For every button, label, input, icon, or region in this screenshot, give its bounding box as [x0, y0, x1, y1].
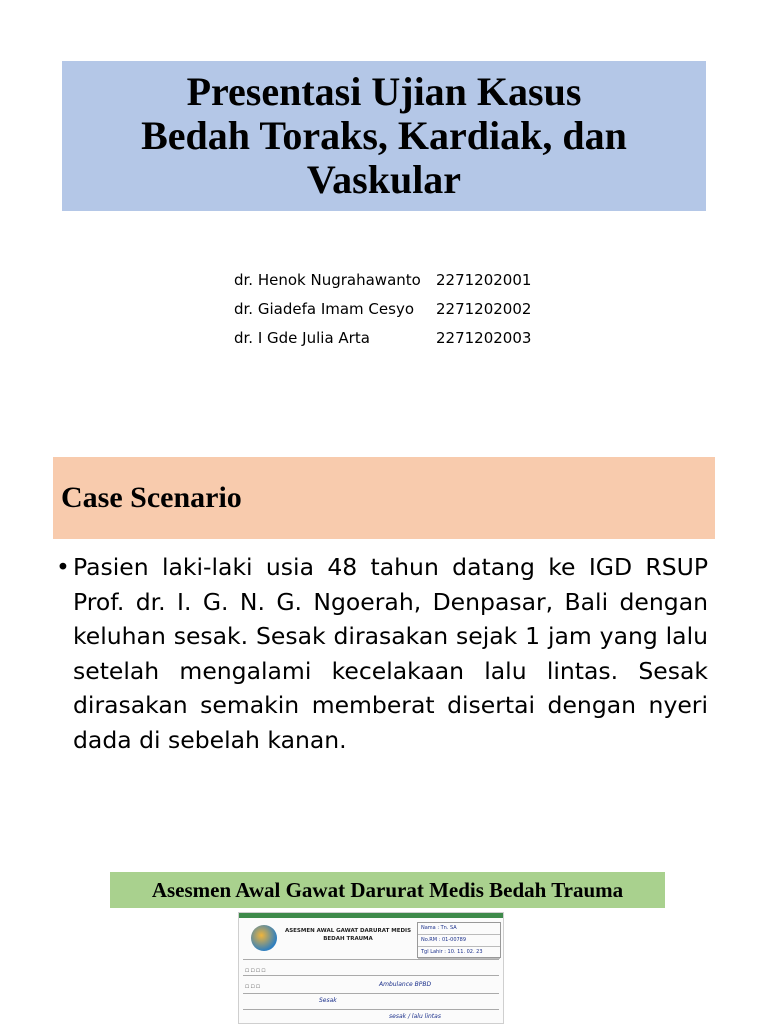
patient-field-value: 10. 11. 02. 23 [447, 949, 483, 955]
author-id: 2271202001 [436, 271, 532, 289]
patient-field-row: Nama : Tn. SA [418, 923, 500, 935]
patient-field-label: Tgl Lahir [421, 949, 443, 955]
case-description [56, 550, 708, 757]
asesmen-form-image [238, 912, 504, 1024]
patient-field-label: Nama [421, 925, 436, 931]
author-row [234, 297, 531, 326]
form-checkbox-row: ☐ ☐ ☐ [245, 985, 260, 990]
form-divider [243, 1009, 499, 1010]
author-row [234, 326, 531, 355]
author-name: dr. Henok Nugrahawanto [234, 271, 421, 289]
bullet-icon: • [56, 553, 70, 581]
case-scenario-heading: Case Scenario [61, 481, 242, 514]
case-description-text: Pasien laki-laki usia 48 tahun datang ke IGD RSUP Prof. dr. I. G. N. G. Ngoerah, Denpasar, Bali dengan keluhan sesak. Sesak dirasakan sejak 1 jam yang lalu setelah mengalami kecelakaan lalu lintas. Sesak dirasakan semakin memberat disertai dengan nyeri dada di sebelah kanan. [73, 553, 708, 754]
case-scenario-banner [53, 457, 715, 539]
form-header-bar [239, 913, 503, 918]
author-name: dr. I Gde Julia Arta [234, 329, 370, 347]
form-title [283, 927, 413, 943]
patient-field-row: No.RM : 01-00789 [418, 935, 500, 947]
title-line-1: Presentasi Ujian Kasus [186, 69, 582, 114]
author-list [234, 268, 531, 355]
handwritten-transport: Ambulance BPBD [379, 981, 432, 988]
author-id: 2271202003 [436, 329, 532, 347]
asesmen-heading: Asesmen Awal Gawat Darurat Medis Bedah Trauma [151, 877, 624, 902]
author-name: dr. Giadefa Imam Cesyo [234, 300, 414, 318]
title-banner [62, 61, 706, 211]
handwritten-complaint: Sesak [319, 997, 337, 1004]
presentation-title [141, 70, 627, 202]
form-divider [243, 993, 499, 994]
patient-field-label: No.RM [421, 937, 438, 943]
form-divider [243, 975, 499, 976]
patient-field-value: 01-00789 [441, 937, 467, 943]
patient-id-box [417, 922, 501, 958]
form-title-line-2: BEDAH TRAUMA [323, 936, 373, 942]
form-divider [243, 959, 499, 960]
patient-field-row: Tgl Lahir : 10. 11. 02. 23 [418, 947, 500, 959]
patient-field-value: Tn. SA [440, 925, 457, 931]
form-checkbox-row: ☐ ☐ ☐ ☐ [245, 969, 266, 974]
title-line-3: Vaskular [306, 157, 462, 202]
hospital-logo-icon [251, 925, 277, 951]
title-line-2: Bedah Toraks, Kardiak, dan [141, 113, 627, 158]
author-row [234, 268, 531, 297]
form-title-line-1: ASESMEN AWAL GAWAT DARURAT MEDIS [284, 928, 412, 934]
handwritten-history: sesak / lalu lintas [389, 1013, 441, 1020]
asesmen-banner [110, 872, 665, 908]
author-id: 2271202002 [436, 300, 532, 318]
